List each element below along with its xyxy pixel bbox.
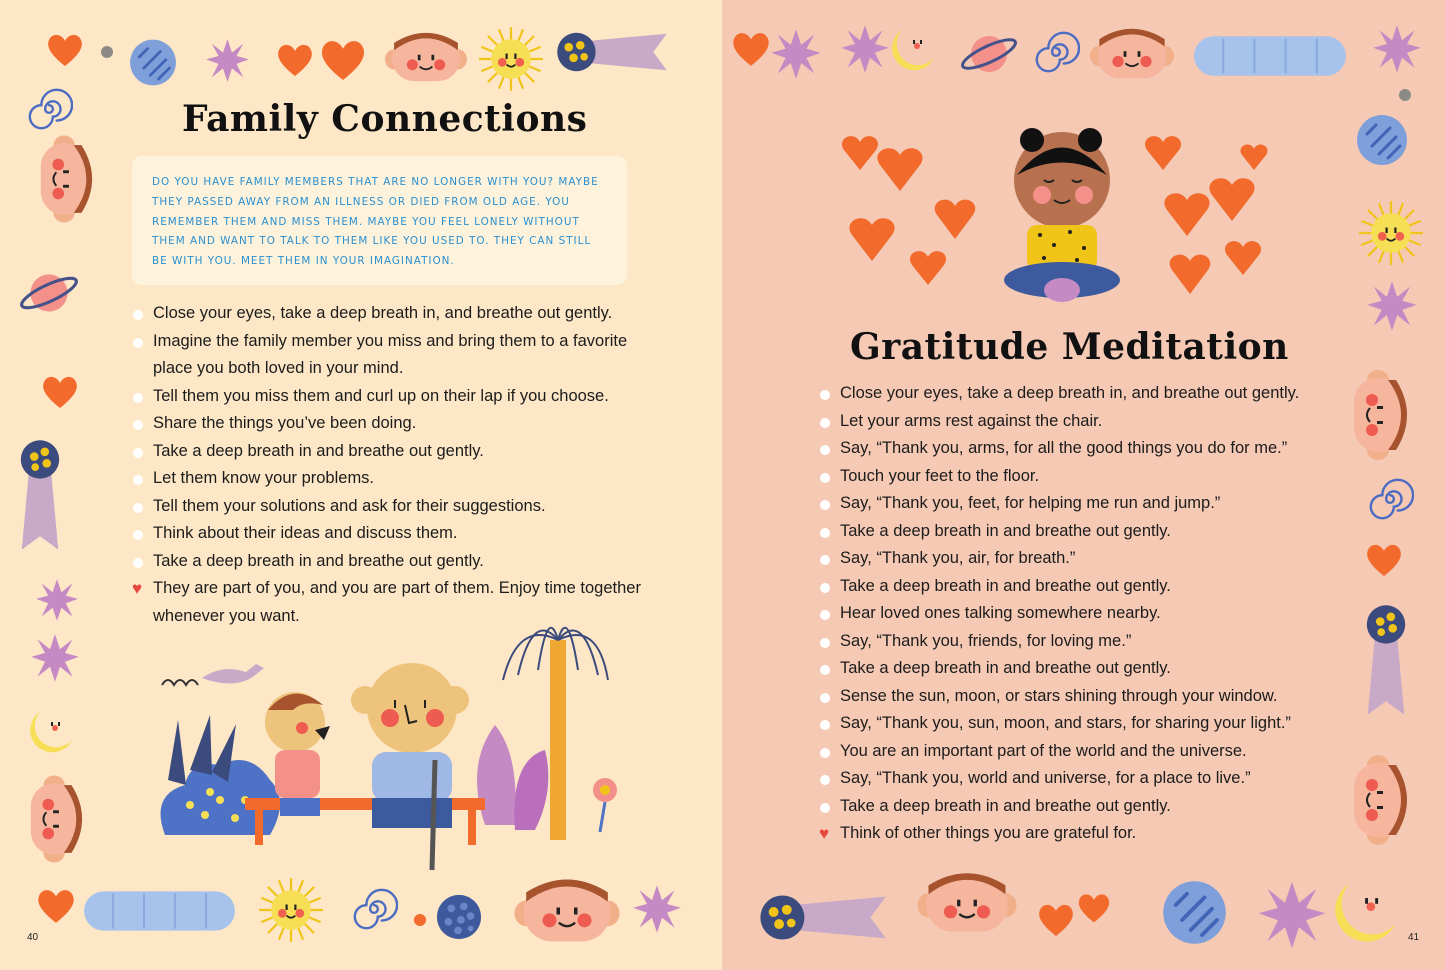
dot-icon [413, 913, 427, 927]
moon-face-icon [890, 24, 940, 74]
list-item: Take a deep breath in and breathe out gently. [133, 438, 653, 466]
cloud-icon [1190, 30, 1350, 82]
starburst-icon [35, 578, 79, 622]
face-icon [1350, 750, 1410, 850]
starburst-icon [1366, 280, 1418, 332]
starburst-icon [1372, 24, 1422, 74]
face-icon [27, 775, 85, 863]
starburst-icon [632, 884, 682, 934]
list-item: You are an important part of the world and the universe. [820, 738, 1340, 766]
comet-icon [552, 28, 670, 76]
family-bench-illustration [150, 600, 650, 875]
meditating-child-illustration [822, 120, 1302, 320]
list-item: Touch your feet to the floor. [820, 463, 1340, 491]
starburst-icon [30, 633, 80, 683]
cloud-icon [82, 885, 237, 937]
spiral-icon [1366, 475, 1414, 523]
planet-icon [118, 35, 188, 90]
list-item: Say, “Thank you, feet, for helping me run and jump.” [820, 490, 1340, 518]
planet-icon [1352, 100, 1412, 180]
intro-text: DO YOU HAVE FAMILY MEMBERS THAT ARE NO LONGER WITH YOU? MAYBE THEY PASSED AWAY FROM AN ILLNESS OR DIED FROM OLD AGE. YOU REMEMBER THEM AND MISS THEM. MAYBE YOU FEEL LONELY WITHOUT THEM AND WANT TO TALK TO THEM LIKE YOU USED TO. THEY CAN STILL BE WITH YOU. MEET THEM IN YOUR IMAGINATION. [152, 176, 599, 268]
list-item: ♥ Think of other things you are grateful for. [820, 820, 1340, 848]
planet-icon [1147, 875, 1242, 950]
list-item: Share the things you’ve been doing. [133, 410, 653, 438]
list-item: Let them know your problems. [133, 465, 653, 493]
spiral-icon [25, 85, 73, 133]
list-item: Take a deep breath in and breathe out gently. [820, 655, 1340, 683]
list-item: Sense the sun, moon, or stars shining through your window. [820, 683, 1340, 711]
moon-face-icon [1332, 875, 1404, 947]
list-item: Tell them you miss them and curl up on their lap if you choose. [133, 383, 653, 411]
comet-icon [1362, 599, 1410, 719]
starburst-icon [840, 24, 890, 74]
list-item: Say, “Thank you, world and universe, for a place to live.” [820, 765, 1340, 793]
list-item: Close your eyes, take a deep breath in, and breathe out gently. [133, 300, 653, 328]
page-number: 40 [27, 932, 39, 943]
heart-icon [35, 885, 77, 927]
ringed-planet-icon [954, 24, 1024, 84]
step-list [820, 380, 1340, 848]
heart-icon [318, 35, 368, 85]
face-icon [385, 30, 467, 85]
list-item: Close your eyes, take a deep breath in, and breathe out gently. [820, 380, 1340, 408]
face-icon [1090, 24, 1174, 84]
ringed-planet-icon [18, 262, 80, 324]
list-item: Say, “Thank you, sun, moon, and stars, for sharing your light.” [820, 710, 1340, 738]
list-item: Imagine the family member you miss and bring them to a favorite place you both loved in your mind. [133, 328, 653, 383]
starburst-icon [770, 28, 822, 80]
list-item: Take a deep breath in and breathe out gently. [820, 793, 1340, 821]
heart-icon [1364, 540, 1404, 580]
list-item: Let your arms rest against the chair. [820, 408, 1340, 436]
sun-face-icon [1358, 200, 1424, 266]
page-number: 41 [1408, 932, 1420, 943]
list-item: Take a deep breath in and breathe out gently. [133, 548, 653, 576]
starburst-icon [205, 38, 250, 83]
spiral-icon [1032, 28, 1080, 76]
list-item: Think about their ideas and discuss them. [133, 520, 653, 548]
list-item: Say, “Thank you, arms, for all the good things you do for me.” [820, 435, 1340, 463]
heart-icon [40, 372, 80, 412]
moon-face-icon [28, 706, 78, 756]
list-item: Take a deep breath in and breathe out gently. [820, 573, 1340, 601]
list-item: Say, “Thank you, friends, for loving me.” [820, 628, 1340, 656]
dotted-planet-icon [435, 893, 483, 941]
list-item: ♥ They are part of you, and you are part of them. Enjoy time together whenever you want. [133, 575, 653, 630]
sun-face-icon [258, 877, 324, 943]
spiral-icon [350, 885, 398, 933]
page-title: Family Connections [182, 98, 588, 140]
dot-icon [100, 45, 114, 59]
heart-icon [275, 40, 315, 80]
comet-icon [742, 890, 902, 945]
face-icon [917, 870, 1017, 936]
heart-icon [1036, 900, 1076, 940]
face-icon [512, 876, 622, 946]
starburst-icon [1257, 880, 1327, 950]
intro-box [132, 156, 627, 285]
comet-icon [16, 434, 64, 554]
face-icon [37, 135, 95, 223]
step-list [133, 300, 653, 630]
left-page [0, 0, 722, 970]
page-title: Gratitude Meditation [850, 326, 1289, 368]
right-page [722, 0, 1445, 970]
heart-icon [730, 28, 772, 70]
list-item: Say, “Thank you, air, for breath.” [820, 545, 1340, 573]
face-icon [1350, 365, 1410, 465]
list-item: Tell them your solutions and ask for their suggestions. [133, 493, 653, 521]
heart-icon [1076, 890, 1112, 926]
list-item: Hear loved ones talking somewhere nearby. [820, 600, 1340, 628]
sun-face-icon [478, 26, 544, 92]
list-item: Take a deep breath in and breathe out gently. [820, 518, 1340, 546]
heart-icon [45, 30, 85, 70]
